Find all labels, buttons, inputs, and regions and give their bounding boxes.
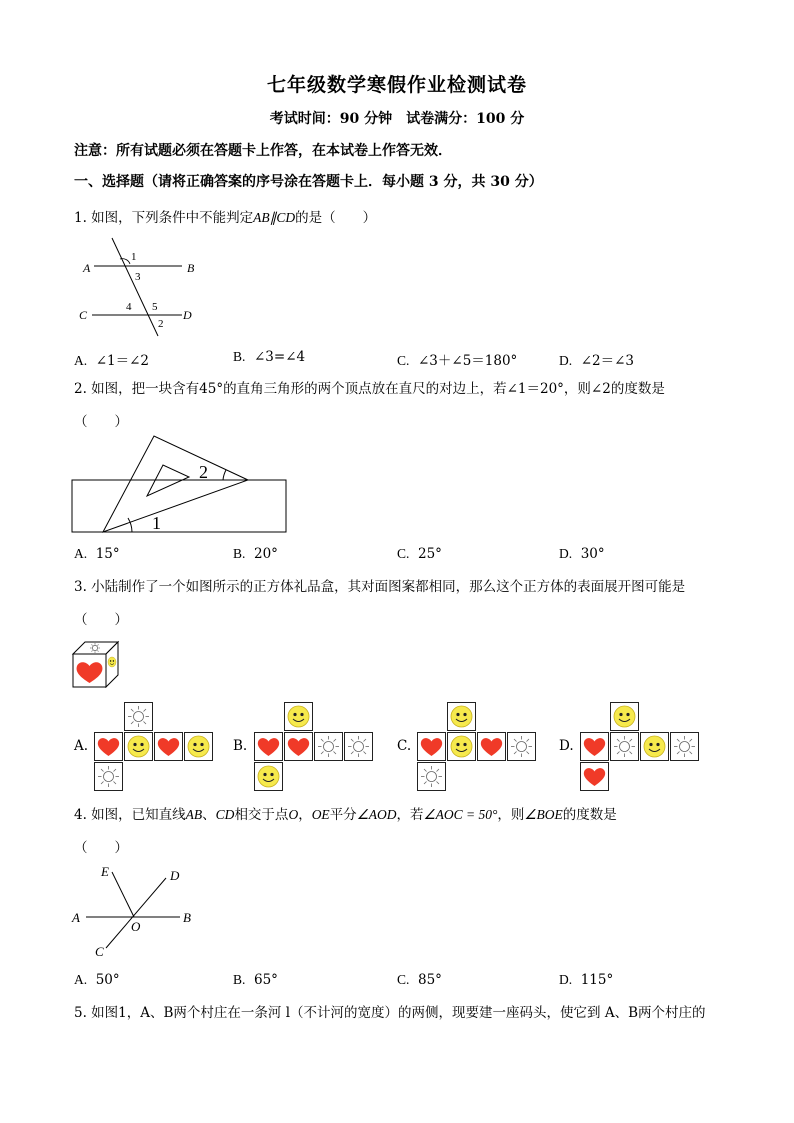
smiley-face — [447, 702, 476, 731]
sun-face — [124, 702, 153, 731]
option-text: 30° — [580, 546, 605, 562]
q1-option-c[interactable] — [397, 349, 517, 369]
question-4-text — [74, 804, 617, 826]
option-text: ∠2＝∠3 — [580, 353, 635, 369]
section-heading: 一、选择题（请将正确答案的序号涂在答题卡上．每小题 3 分，共 30 分） — [74, 174, 543, 190]
smiley-face — [640, 732, 669, 761]
heart-face — [580, 732, 609, 761]
q4-point-o: O — [288, 807, 299, 822]
question-2-paren: （ ） — [74, 414, 128, 430]
q3-option-b-net[interactable] — [254, 702, 374, 792]
smiley-face — [284, 702, 313, 731]
q4-option-b[interactable] — [233, 972, 278, 988]
option-label: B. — [233, 349, 246, 364]
option-label: C. — [397, 972, 410, 987]
option-text: ∠3=∠4 — [253, 349, 306, 365]
q4-mid3: ，若 — [396, 807, 424, 823]
q1-angle-2: 2 — [158, 318, 164, 330]
q4-option-d[interactable] — [559, 972, 613, 988]
heart-face — [417, 732, 446, 761]
q2-angle-1: 1 — [152, 513, 161, 533]
option-label: D. — [559, 353, 573, 368]
heart-face — [254, 732, 283, 761]
q3-option-a-label[interactable]: A. — [74, 738, 89, 754]
q1-angle-1: 1 — [131, 251, 137, 263]
option-text: 25° — [417, 546, 442, 562]
q4-label-E: E — [101, 864, 109, 879]
sun-face — [507, 732, 536, 761]
q4-label-D: D — [170, 868, 180, 883]
q4-stem: 4. 如图，已知直线 — [74, 807, 186, 823]
q4-ray-oe: OE — [311, 807, 330, 822]
q4-label-O: O — [131, 919, 141, 934]
option-label: B. — [233, 972, 246, 987]
option-label: D. — [559, 972, 573, 987]
smiley-face — [254, 762, 283, 791]
q1-angle-5: 5 — [152, 301, 158, 313]
q1-label-D: D — [183, 308, 192, 322]
q1-option-a[interactable] — [74, 349, 149, 369]
question-2-figure — [70, 432, 292, 538]
q4-sep: 、 — [202, 807, 216, 823]
question-1-tail: 的是（ ） — [295, 210, 377, 226]
question-1-expression: AB∥CD — [253, 210, 296, 225]
question-5-text: 5. 如图1，A、B两个村庄在一条河 l（不计河的宽度）的两侧，现要建一座码头，使它到 A、B两个村庄的 — [74, 1005, 706, 1021]
option-text: ∠1＝∠2 — [95, 353, 150, 369]
smiley-face — [610, 702, 639, 731]
question-3-text: 3. 小陆制作了一个如图所示的正方体礼品盒，其对面图案都相同，那么这个正方体的表面展开图可能是 — [74, 579, 686, 595]
question-1-text — [74, 207, 376, 229]
q1-label-A: A — [83, 261, 91, 275]
q4-mid1: 相交于点 — [234, 807, 289, 823]
smiley-face — [184, 732, 213, 761]
smiley-face — [124, 732, 153, 761]
q2-angle-2: 2 — [199, 462, 208, 482]
heart-face — [94, 732, 123, 761]
q4-angle-boe: ∠BOE — [524, 807, 563, 822]
q4-condition: ∠AOC = 50° — [423, 807, 498, 822]
q1-label-B: B — [187, 261, 195, 275]
question-1-figure — [74, 232, 204, 342]
smiley-face — [447, 732, 476, 761]
q4-option-a[interactable] — [74, 972, 120, 988]
q3-option-b-label[interactable]: B. — [233, 738, 248, 754]
q4-angle-aod: ∠AOD — [356, 807, 397, 822]
heart-face — [284, 732, 313, 761]
q4-tail: 的度数是 — [562, 807, 617, 823]
exam-subtitle: 考试时间：90 分钟 试卷满分：100 分 — [269, 111, 525, 127]
heart-face — [580, 762, 609, 791]
question-1-stem: 1. 如图，下列条件中不能判定 — [74, 210, 254, 226]
question-4-figure — [68, 862, 198, 962]
option-label: C. — [397, 546, 410, 561]
option-text: 50° — [95, 972, 120, 988]
question-2-text: 2. 如图，把一块含有45°的直角三角形的两个顶点放在直尺的对边上，若∠1＝20°，则∠2的度数是 — [74, 381, 665, 397]
q2-option-d[interactable] — [559, 546, 605, 562]
q3-option-d-label[interactable]: D. — [559, 738, 574, 754]
smiley-icon — [108, 657, 116, 667]
heart-face — [477, 732, 506, 761]
q4-label-C: C — [95, 944, 104, 959]
q4-option-c[interactable] — [397, 972, 442, 988]
option-text: ∠3＋∠5＝180° — [417, 353, 518, 369]
exam-notice: 注意：所有试题必须在答题卡上作答，在本试卷上作答无效． — [74, 143, 452, 159]
q2-option-c[interactable] — [397, 546, 442, 562]
option-text: 85° — [417, 972, 442, 988]
q3-option-c-label[interactable]: C. — [397, 738, 412, 754]
q4-mid4: ，则 — [497, 807, 525, 823]
option-text: 65° — [253, 972, 278, 988]
option-label: A. — [74, 972, 88, 987]
q3-option-d-net[interactable] — [580, 702, 700, 792]
q1-angle-3: 3 — [135, 271, 141, 283]
option-label: D. — [559, 546, 573, 561]
q1-angle-4: 4 — [126, 301, 132, 313]
q2-option-a[interactable] — [74, 546, 120, 562]
q4-label-A: A — [72, 910, 80, 925]
option-text: 115° — [580, 972, 614, 988]
sun-face — [94, 762, 123, 791]
q4-line-ab: AB — [185, 807, 203, 822]
sun-face — [417, 762, 446, 791]
question-3-paren: （ ） — [74, 612, 128, 628]
q4-label-B: B — [183, 910, 191, 925]
q4-line-cd: CD — [215, 807, 235, 822]
q1-label-C: C — [79, 308, 88, 322]
gift-cube-figure — [71, 640, 121, 688]
q4-mid2: 平分 — [329, 807, 357, 823]
q3-option-c-net[interactable] — [417, 702, 537, 792]
sun-face — [344, 732, 373, 761]
exam-title: 七年级数学寒假作业检测试卷 — [266, 74, 527, 96]
option-text: 20° — [253, 546, 278, 562]
q1-option-d[interactable] — [559, 349, 634, 369]
q1-option-b[interactable] — [233, 349, 305, 365]
sun-face — [314, 732, 343, 761]
question-4-paren: （ ） — [74, 840, 128, 856]
q3-option-a-net[interactable] — [94, 702, 214, 792]
option-label: A. — [74, 353, 88, 368]
option-label: A. — [74, 546, 88, 561]
option-label: B. — [233, 546, 246, 561]
heart-face — [154, 732, 183, 761]
q2-option-b[interactable] — [233, 546, 278, 562]
sun-face — [610, 732, 639, 761]
q4-comma: ， — [298, 807, 312, 823]
option-label: C. — [397, 353, 410, 368]
option-text: 15° — [95, 546, 120, 562]
sun-face — [670, 732, 699, 761]
